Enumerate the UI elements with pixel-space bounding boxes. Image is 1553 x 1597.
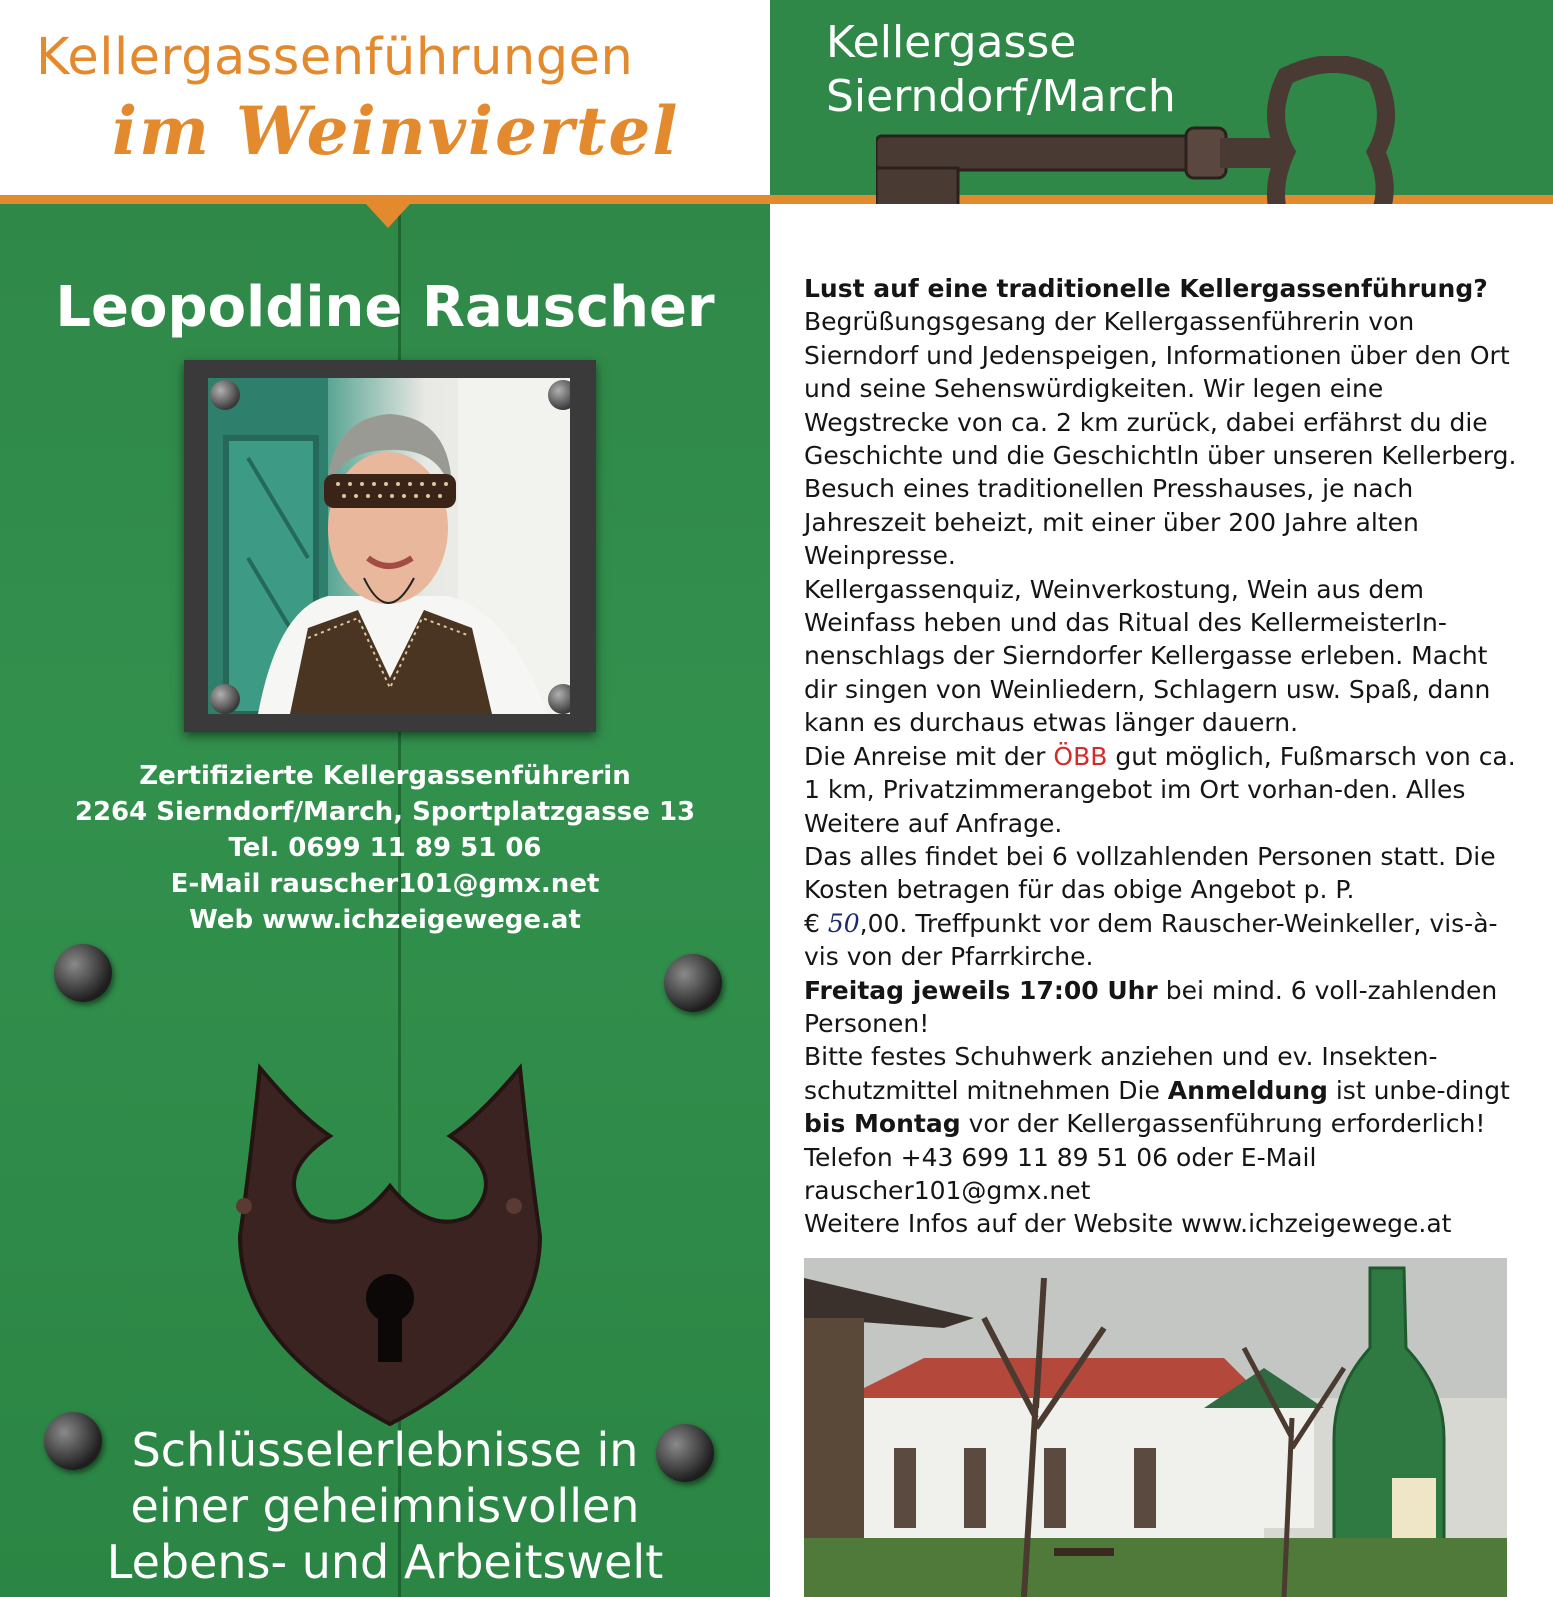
frame-bolt: [210, 380, 240, 410]
guide-phone: Tel. 0699 11 89 51 06: [228, 833, 542, 863]
handwritten-price: 50: [827, 908, 860, 938]
slogan-line: einer geheimnisvollen: [130, 1479, 640, 1533]
guide-photo: [208, 378, 570, 714]
guide-email: E-Mail rauscher101@gmx.net: [170, 869, 600, 899]
portrait-illustration: [208, 378, 570, 714]
guide-website: Web www.ichzeigewege.at: [189, 905, 581, 935]
tour-paragraph: Das alles findet bei 6 vollzahlenden Personen statt. Die Kosten betragen für das obige Angebot p. P.: [804, 841, 1496, 905]
slogan-line: Lebens- und Arbeitswelt: [106, 1535, 664, 1589]
guide-certification: Zertifizierte Kellergassenführerin: [139, 761, 631, 791]
schedule-bold: Freitag jeweils 17:00 Uhr: [804, 975, 1158, 1005]
obb-highlight: ÖBB: [1053, 741, 1108, 771]
orange-notch: [366, 204, 410, 228]
tour-paragraph: Begrüßungsgesang der Kellergassenführerin von Sierndorf und Jedenspeigen, Informationen über den Ort und seine Sehenswürdigkeiten. Wir legen eine Wegstrecke von ca. 2 km zurück, dabei erfährst du die Geschichte und die Geschichtln über unseren Kellerberg. Besuch eines traditionellen Presshauses, je nach Jahreszeit beheizt, mit einer über 200 Jahre alten Weinpresse.: [804, 307, 1517, 571]
tour-paragraph: Kellergassenquiz, Weinverkostung, Wein aus dem Weinfass heben und das Ritual des KellermeisterIn-nenschlags der Sierndorfer Kellergasse erleben. Macht dir singen von Weinliedern, Schlagern usw. Spaß, dann kann es durchaus etwas länger dauern.: [804, 574, 1491, 738]
tour-paragraph-travel: [804, 740, 1524, 840]
slogan-line: Schlüsselerlebnisse in: [131, 1423, 639, 1477]
text-span: Die Anreise mit der: [804, 741, 1054, 771]
tour-schedule: [804, 974, 1524, 1041]
deadline-bold: bis Montag: [804, 1109, 961, 1139]
tour-registration: [804, 1040, 1524, 1207]
brochure-title: Kellergassenführungen: [36, 28, 634, 87]
guide-address: 2264 Sierndorf/March, Sportplatzgasse 13: [74, 797, 696, 827]
left-header: [0, 0, 770, 195]
kellergasse-title-line: Kellergasse: [826, 17, 1077, 68]
guide-photo-frame: [184, 360, 596, 732]
kellergasse-street-photo: [804, 1258, 1507, 1597]
brochure-subtitle-script: im Weinviertel: [112, 92, 680, 170]
frame-bolt: [548, 380, 570, 410]
text-span: ist unbe-dingt: [1327, 1075, 1510, 1105]
keyhole-escutcheon-icon: [200, 1056, 580, 1436]
guide-contact: [0, 758, 770, 938]
door-bolt: [664, 954, 722, 1012]
text-span: ,00. Treffpunkt vor dem Rauscher-Weinkeller, vis-à-vis von der Pfarrkirche.: [804, 908, 1498, 972]
slogan: [0, 1422, 770, 1590]
tour-headline: Lust auf eine traditionelle Kellergassenführung?: [804, 274, 1488, 303]
kellergasse-title-line: Sierndorf/March: [826, 71, 1176, 122]
door-bolt: [54, 944, 112, 1002]
text-span: gut möglich, Fußmarsch von ca. 1 km, Privatzimmerangebot im Ort vorhan-den. Alles Weitere auf Anfrage.: [804, 741, 1516, 838]
tour-price: [804, 907, 1524, 974]
frame-bolt: [210, 684, 240, 714]
left-panel: [0, 0, 770, 1597]
text-span: vor der Kellergassenführung erforderlich! Telefon +43 699 11 89 51 06 oder E-Mail rauscher101@gmx.net: [804, 1109, 1486, 1205]
guide-name: Leopoldine Rauscher: [55, 275, 715, 340]
tour-website: Weitere Infos auf der Website www.ichzeigewege.at: [804, 1209, 1452, 1239]
text-span: bei mind. 6 voll-zahlenden Personen!: [804, 975, 1498, 1038]
right-white-gap: [770, 204, 1553, 264]
frame-bolt: [548, 684, 570, 714]
text-span: €: [804, 908, 828, 938]
registration-bold: Anmeldung: [1167, 1075, 1328, 1105]
text-span: Bitte festes Schuhwerk anziehen und ev. Insekten-schutzmittel mitnehmen Die: [804, 1042, 1438, 1105]
tour-description: [804, 272, 1524, 1241]
